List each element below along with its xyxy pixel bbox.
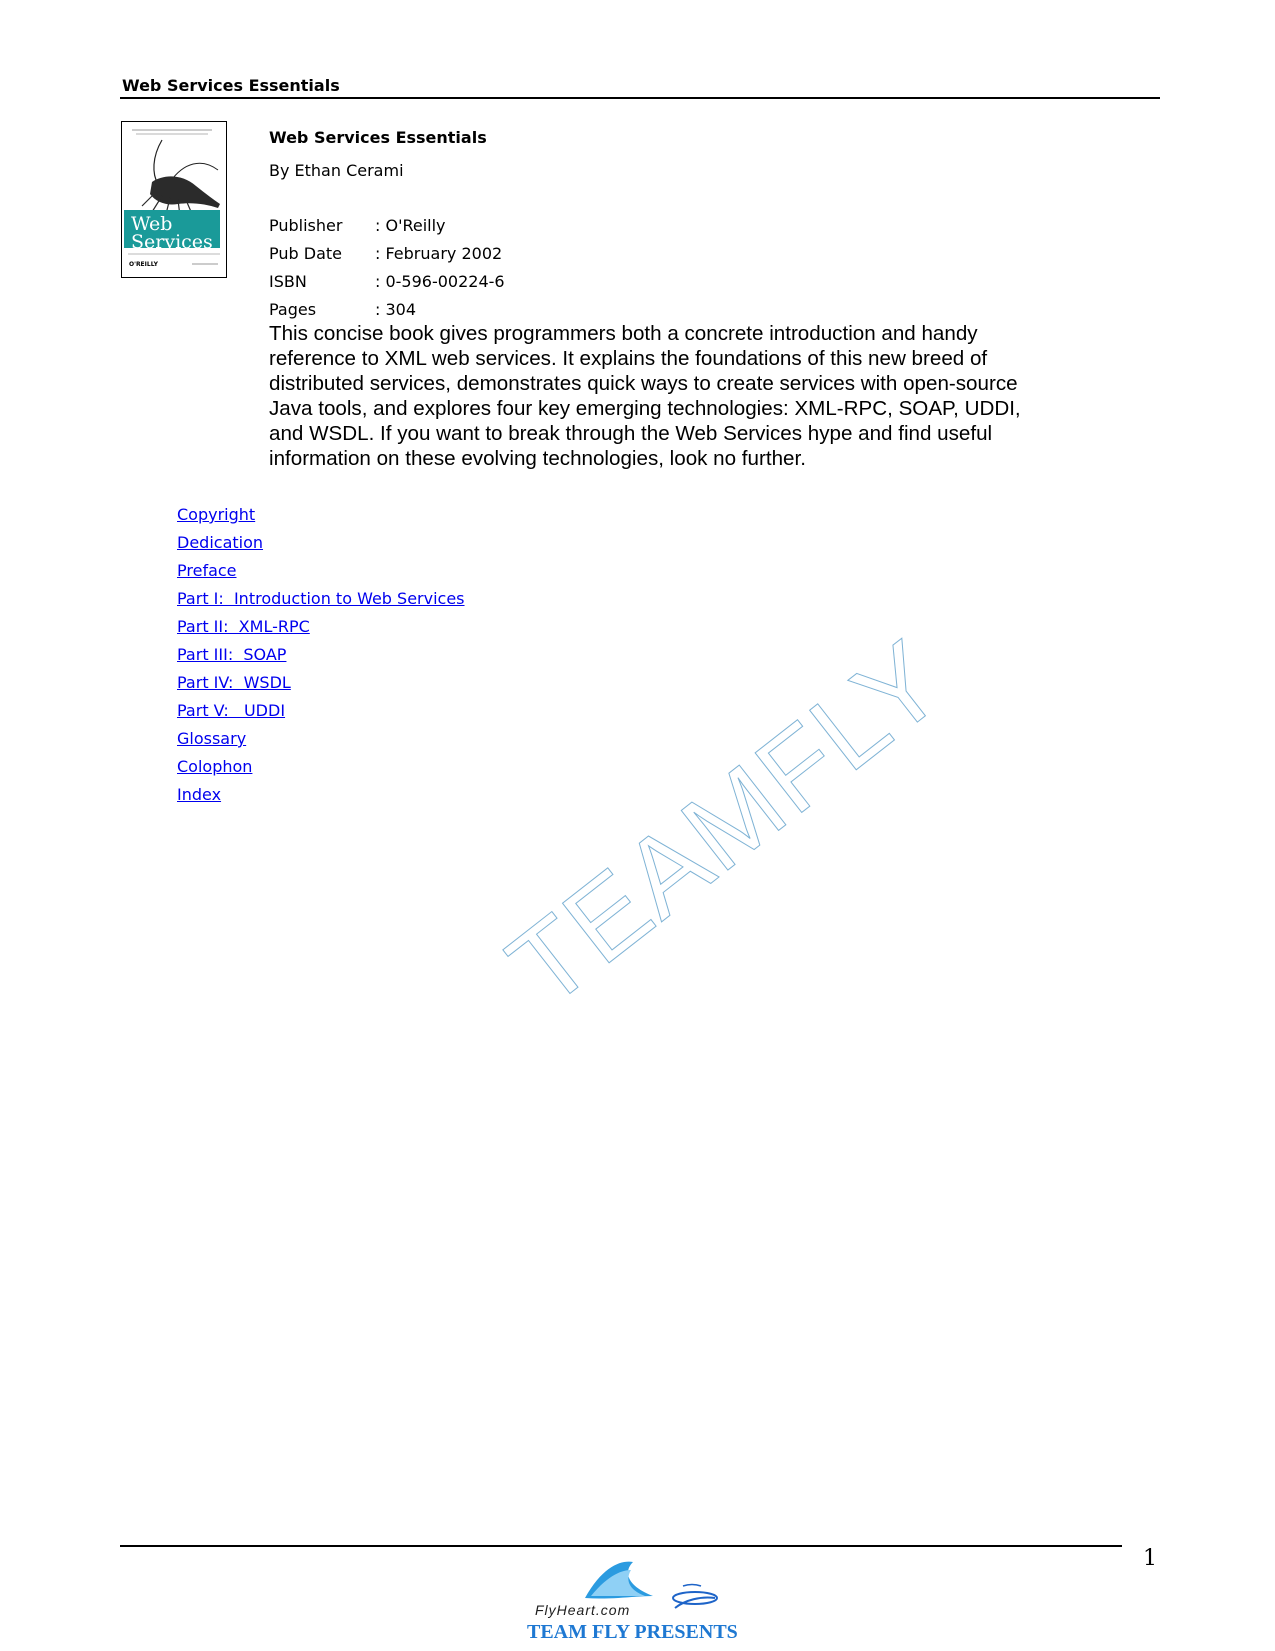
meta-label: ISBN bbox=[269, 272, 307, 291]
footer-logo bbox=[525, 1560, 750, 1646]
lobster-illustration-icon bbox=[122, 122, 226, 277]
cover-title-line2: Services bbox=[131, 231, 213, 253]
book-description: This concise book gives programmers both a concrete introduction and handy reference to XML web services. It explains the foundations of this new breed of distributed services, demonstrates quick ways to create services with open-source Java tools, and explores four key emerging technologies: XML-RPC, SOAP, UDDI, and WSDL. If you want to break through the Web Services hype and find useful information on these evolving technologies, look no further. bbox=[269, 322, 1021, 470]
toc-link-index[interactable]: Index bbox=[177, 785, 222, 804]
running-header-title: Web Services Essentials bbox=[122, 76, 340, 95]
meta-row-publisher bbox=[269, 216, 505, 244]
toc-link-preface[interactable]: Preface bbox=[177, 561, 237, 580]
table-of-contents bbox=[177, 505, 465, 813]
toc-link-part-4[interactable]: Part IV: WSDL bbox=[177, 673, 291, 692]
toc-link-part-3[interactable]: Part III: SOAP bbox=[177, 645, 287, 664]
book-cover-image bbox=[121, 121, 227, 278]
toc-link-part-5[interactable]: Part V: UDDI bbox=[177, 701, 286, 720]
meta-value: : 304 bbox=[375, 300, 417, 319]
toc-link-colophon[interactable]: Colophon bbox=[177, 757, 253, 776]
logo-tagline: TEAM FLY PRESENTS bbox=[527, 1621, 738, 1643]
meta-label: Publisher bbox=[269, 216, 343, 235]
header-divider bbox=[120, 97, 1160, 99]
toc-link-copyright[interactable]: Copyright bbox=[177, 505, 256, 524]
cover-publisher-mark: O'REILLY bbox=[129, 261, 158, 268]
toc-link-part-2[interactable]: Part II: XML-RPC bbox=[177, 617, 310, 636]
meta-value: : O'Reilly bbox=[375, 216, 446, 235]
meta-value: : 0-596-00224-6 bbox=[375, 272, 505, 291]
cover-title-line1: Web bbox=[131, 213, 173, 235]
book-author: By Ethan Cerami bbox=[269, 161, 404, 180]
meta-label: Pages bbox=[269, 300, 317, 319]
page-number: 1 bbox=[1143, 1546, 1157, 1571]
footer-divider bbox=[120, 1545, 1122, 1547]
toc-link-dedication[interactable]: Dedication bbox=[177, 533, 264, 552]
meta-row-isbn bbox=[269, 272, 505, 300]
toc-link-part-1[interactable]: Part I: Introduction to Web Services bbox=[177, 589, 465, 608]
watermark: TEAMFLY bbox=[486, 617, 967, 1030]
meta-label: Pub Date bbox=[269, 244, 342, 263]
meta-row-pub-date bbox=[269, 244, 505, 272]
logo-site-name: FlyHeart.com bbox=[535, 1602, 631, 1618]
book-title: Web Services Essentials bbox=[269, 128, 487, 147]
toc-link-glossary[interactable]: Glossary bbox=[177, 729, 247, 748]
book-metadata bbox=[269, 216, 505, 328]
meta-value: : February 2002 bbox=[375, 244, 503, 263]
